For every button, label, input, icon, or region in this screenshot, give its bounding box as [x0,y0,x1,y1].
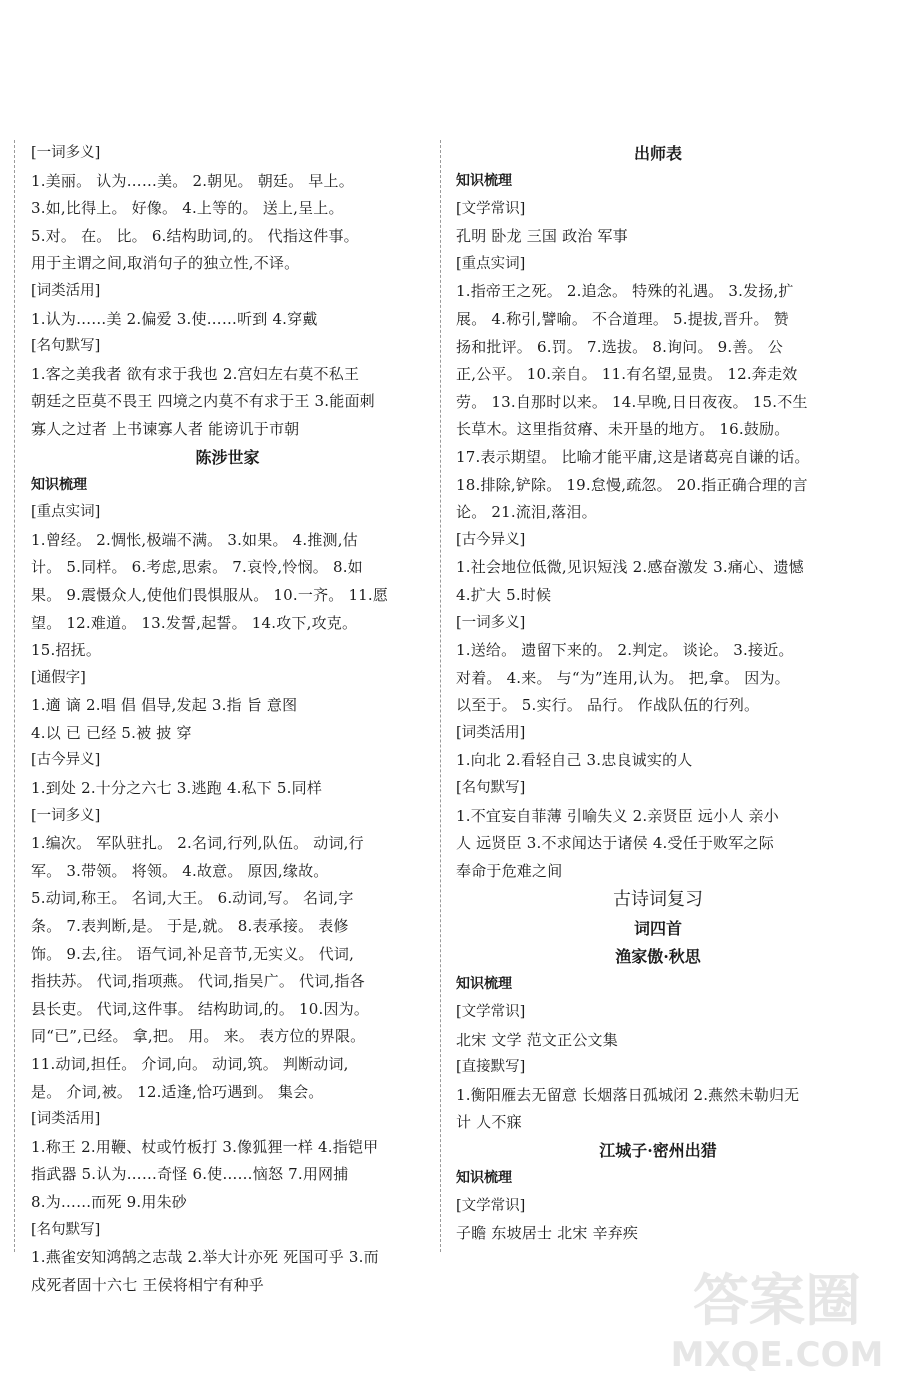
text-line: 3.如,比得上。 好像。 4.上等的。 送上,呈上。 [31,199,344,218]
section-tag: [名句默写] [456,780,526,797]
article-title: 陈涉世家 [195,447,260,467]
text-line: 1.送给。 遗留下来的。 2.判定。 谈论。 3.接近。 [456,641,794,660]
text-line: 1.客之美我者 欲有求于我也 2.宫妇左右莫不私王 [31,364,360,383]
text-line: 5.对。 在。 比。 6.结构助词,的。 代指这件事。 [31,226,359,245]
right-column [440,140,860,1252]
text-line: 戍死者固十六七 王侯将相宁有种乎 [31,1275,264,1294]
text-line: 1.认为……美 2.偏爱 3.使……听到 4.穿戴 [31,309,318,328]
section-tag: [词类活用] [31,282,101,299]
section-tag: [重点实词] [456,255,526,272]
text-line: 论。 21.流泪,落泪。 [456,503,597,522]
text-line: 1.编次。 军队驻扎。 2.名词,行列,队伍。 动词,行 [31,834,364,853]
section-tag: [词类活用] [31,1111,101,1128]
article-title: 词四首 [633,919,682,939]
section-tag: [一词多义] [31,145,101,161]
text-line: 1.社会地位低微,见识短浅 2.感奋激发 3.痛心、遗憾 [456,558,804,577]
text-line: 计。 5.同样。 6.考虑,思索。 7.哀怜,怜悯。 8.如 [31,558,363,577]
article-title: 江城子·密州出猎 [599,1141,717,1160]
text-line: 长草木。这里指贫瘠、未开垦的地方。 16.鼓励。 [456,420,790,439]
text-line: 子瞻 东坡居士 北宋 辛弃疾 [456,1224,639,1243]
text-line: 4.以 已 已经 5.被 披 穿 [31,723,192,742]
section-tag: [古今异义] [31,752,101,769]
text-line: 望。 12.难道。 13.发誓,起誓。 14.攻下,攻克。 [31,613,358,632]
section-tag: [一词多义] [31,807,101,824]
text-line: 劳。 13.自那时以来。 14.早晚,日日夜夜。 15.不生 [456,392,808,411]
article-title: 渔家傲·秋思 [615,947,701,967]
text-line: 1.適 谪 2.唱 倡 倡导,发起 3.指 旨 意图 [31,696,298,715]
text-line: 北宋 文学 范文正公文集 [456,1030,618,1049]
text-line: 18.排除,铲除。 19.怠慢,疏忽。 20.指正确合理的言 [456,475,808,494]
text-line: 人 远贤臣 3.不求闻达于诸侯 4.受任于败军之际 [456,834,774,853]
text-line: 1.指帝王之死。 2.追念。 特殊的礼遇。 3.发扬,扩 [456,282,794,301]
text-line: 寡人之过者 上书谏寡人者 能谤讥于市朝 [31,419,300,438]
watermark-logo [662,1258,892,1378]
text-line: 1.称王 2.用鞭、杖或竹板打 3.像狐狸一样 4.指铠甲 [31,1137,379,1156]
text-line: 用于主谓之间,取消句子的独立性,不译。 [31,254,300,273]
section-tag: [名句默写] [31,1221,101,1238]
text-line: 5.动词,称王。 名词,大王。 6.动词,写。 名词,字 [31,889,354,908]
section-tag: [一词多义] [456,614,526,631]
text-line: 1.燕雀安知鸿鹄之志哉 2.举大计亦死 死国可乎 3.而 [31,1248,379,1267]
text-line: 朝廷之臣莫不畏王 四境之内莫不有求于王 3.能面刺 [31,392,375,411]
text-line: 15.招抚。 [31,641,102,660]
text-line: 1.不宜妄自菲薄 引喻失义 2.亲贤臣 远小人 亲小 [456,806,779,825]
section-tag: [名句默写] [31,338,101,355]
text-line: 8.为……而死 9.用朱砂 [31,1192,187,1211]
section-tag: [词类活用] [456,724,526,741]
text-line: 1.到处 2.十分之六七 3.逃跑 4.私下 5.同样 [31,779,323,798]
text-line: 对着。 4.来。 与“为”连用,认为。 把,拿。 因为。 [456,668,790,687]
text-line: 11.动词,担任。 介词,向。 动词,筑。 判断动词, [31,1055,349,1073]
section-tag: [文学常识] [456,1004,526,1021]
text-line: 条。 7.表判断,是。 于是,就。 8.表承接。 表修 [31,917,349,936]
section-tag: [重点实词] [31,504,101,521]
watermark-text-bottom: MXQE.COM [670,1335,884,1375]
section-title: 古诗词复习 [613,889,703,911]
text-line: 孔明 卧龙 三国 政治 军事 [456,227,628,246]
left-column [14,140,424,1294]
section-tag: [古今异义] [456,531,526,548]
section-heading: 知识梳理 [456,173,512,189]
section-heading: 知识梳理 [31,476,87,493]
text-line: 计 人不寐 [456,1113,522,1132]
watermark-text-top: 答案圈 [693,1269,861,1334]
text-line: 正,公平。 10.亲自。 11.有名望,显贵。 12.奔走效 [456,365,798,384]
text-line: 同“已”,已经。 拿,把。 用。 来。 表方位的界限。 [31,1027,366,1046]
section-tag: [文学常识] [456,1197,526,1214]
text-line: 4.扩大 5.时候 [456,585,552,604]
section-heading: 知识梳理 [456,1170,512,1186]
article-title: 出师表 [633,144,682,163]
text-line: 1.曾经。 2.惆怅,极端不满。 3.如果。 4.推测,估 [31,530,358,549]
text-line: 是。 介词,被。 12.适逢,恰巧遇到。 集会。 [31,1082,324,1101]
text-line: 奉命于危难之间 [456,861,563,880]
text-line: 指扶苏。 代词,指项燕。 代词,指吴广。 代词,指各 [31,972,365,991]
text-line: 17.表示期望。 比喻才能平庸,这是诸葛亮自谦的话。 [456,447,810,466]
text-line: 1.向北 2.看轻自己 3.忠良诚实的人 [456,751,693,770]
text-line: 县长吏。 代词,这件事。 结构助词,的。 10.因为。 [31,999,370,1018]
text-line: 军。 3.带领。 将领。 4.故意。 原因,缘故。 [31,861,329,880]
section-tag: [直接默写] [456,1059,526,1076]
text-line: 展。 4.称引,譬喻。 不合道理。 5.提拔,晋升。 赞 [456,309,789,328]
text-line: 扬和批评。 6.罚。 7.选拔。 8.询问。 9.善。 公 [456,337,783,356]
section-heading: 知识梳理 [456,976,512,993]
text-line: 指武器 5.认为……奇怪 6.使……恼怒 7.用网捕 [31,1165,349,1184]
text-line: 果。 9.震慑众人,使他们畏惧服从。 10.一齐。 11.愿 [31,585,389,604]
section-tag: [通假字] [31,669,86,686]
text-line: 以至于。 5.实行。 品行。 作战队伍的行列。 [456,696,760,715]
text-line: 1.美丽。 认为……美。 2.朝见。 朝廷。 早上。 [31,171,354,190]
text-line: 饰。 9.去,往。 语气词,补足音节,无实义。 代词, [31,944,355,963]
text-line: 1.衡阳雁去无留意 长烟落日孤城闭 2.燕然未勒归无 [456,1085,800,1104]
section-tag: [文学常识] [456,200,526,217]
